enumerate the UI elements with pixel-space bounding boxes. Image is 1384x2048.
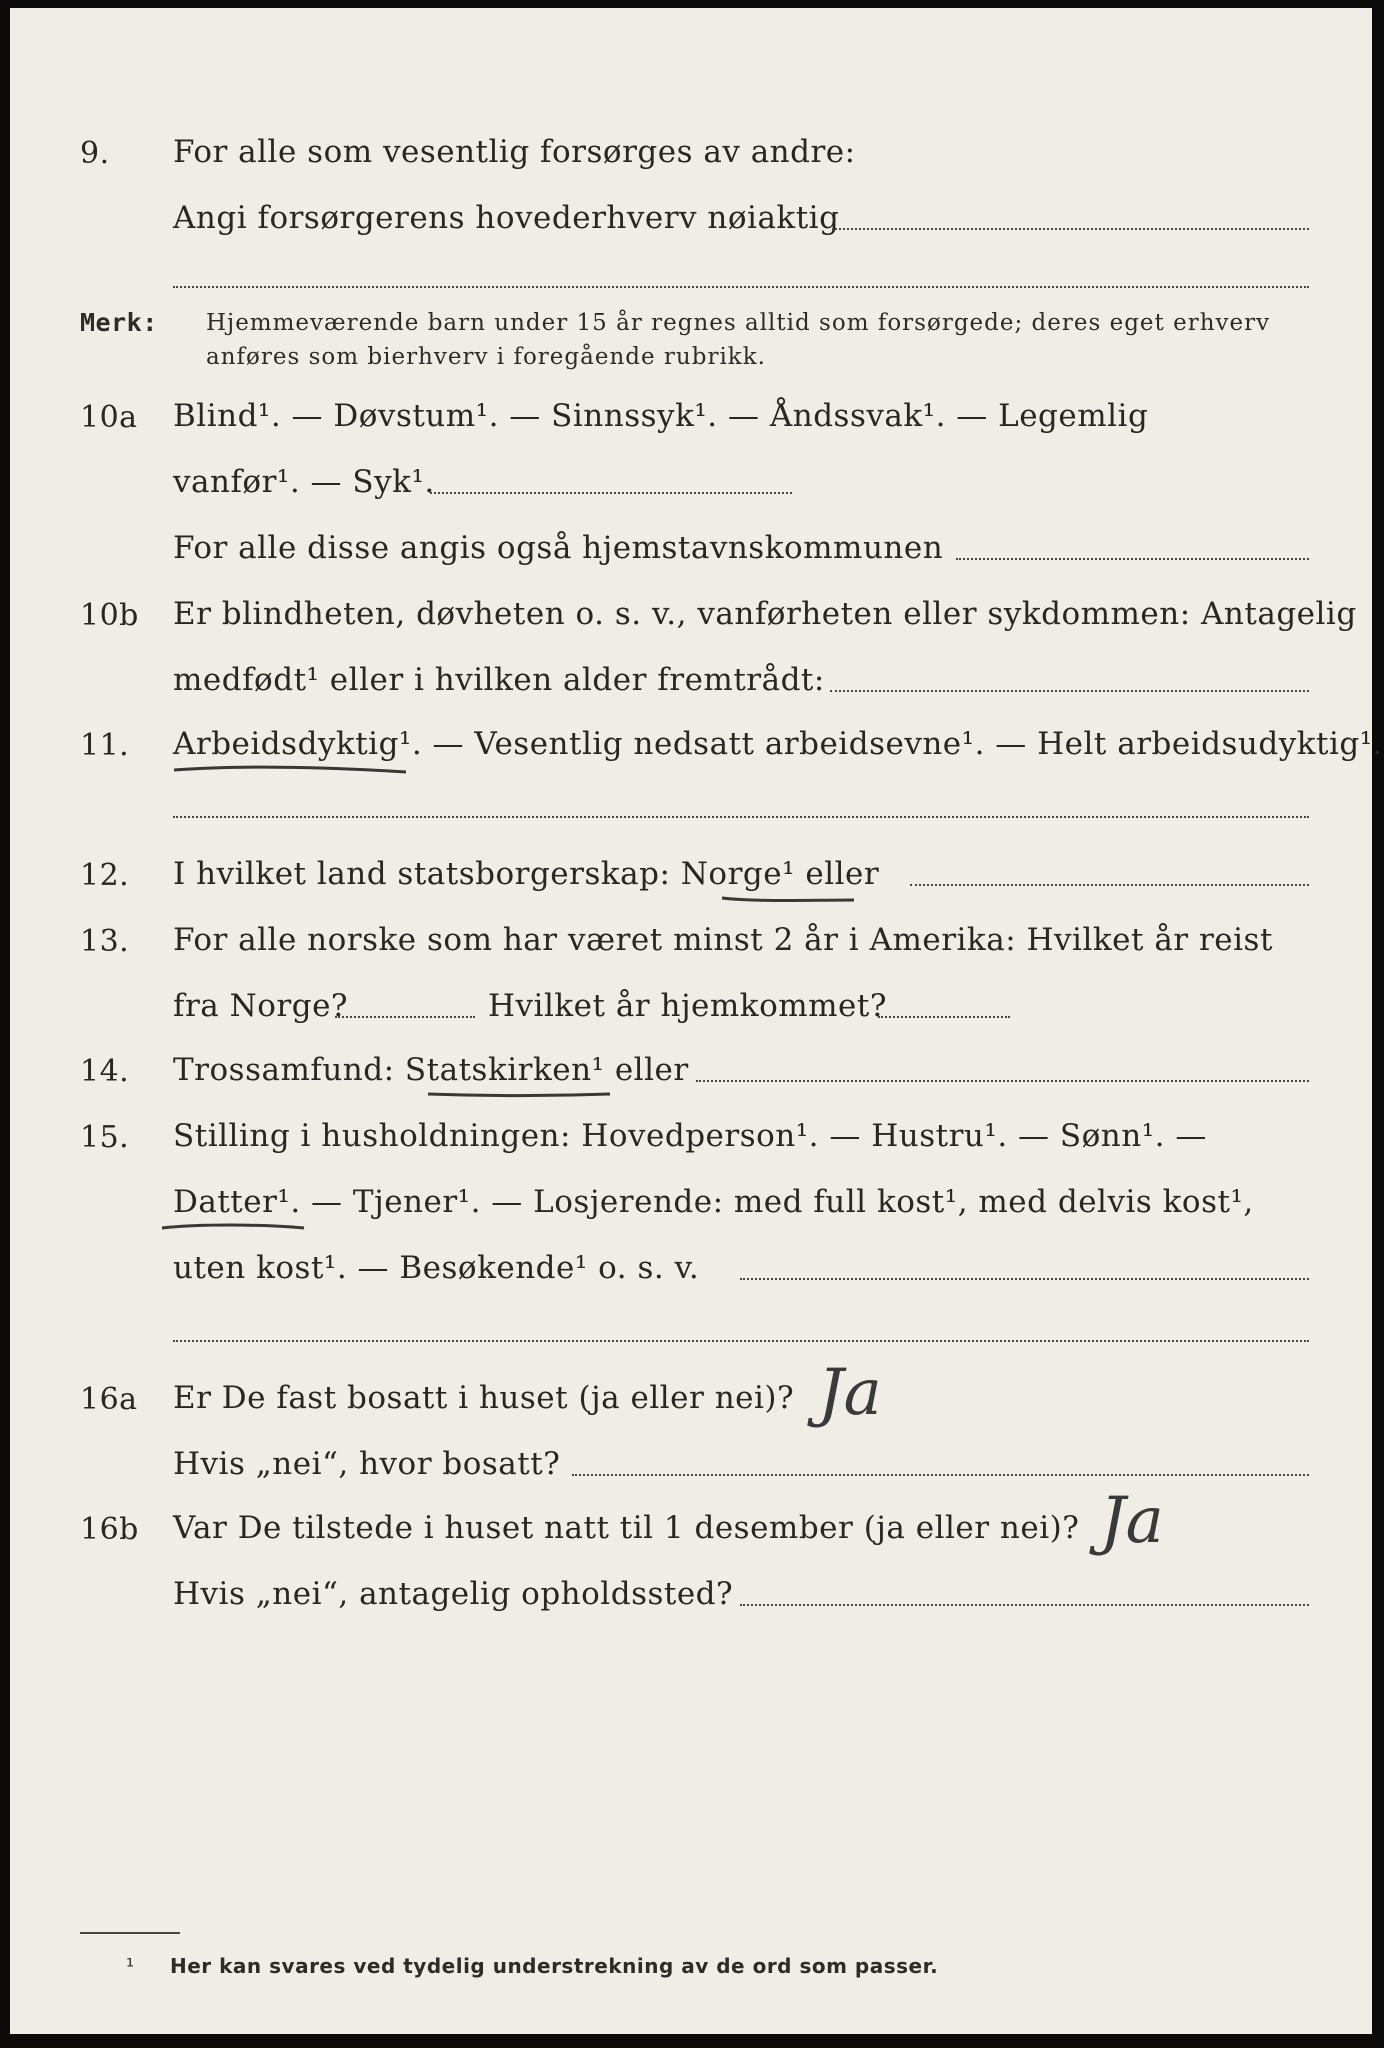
question-text: Angi forsørgerens hovederhverv nøiaktig	[173, 200, 840, 236]
answer-line[interactable]	[696, 1080, 1309, 1082]
question-text: Trossamfund: Statskirken¹ eller	[173, 1052, 689, 1088]
answer-line[interactable]	[910, 884, 1309, 886]
question-number: 13.	[80, 924, 130, 959]
question-text: medfødt¹ eller i hvilken alder fremtrådt:	[173, 662, 825, 698]
handwritten-answer: Ja	[818, 1356, 882, 1430]
answer-line[interactable]	[830, 690, 1309, 692]
question-text: uten kost¹. — Besøkende¹ o. s. v.	[173, 1250, 700, 1286]
answer-line[interactable]	[173, 286, 1309, 288]
question-text: Datter¹. — Tjener¹. — Losjerende: med full kost¹, med delvis kost¹,	[173, 1184, 1254, 1220]
question-text: Hvis „nei“, hvor bosatt?	[173, 1446, 561, 1482]
handwritten-answer: Ja	[1100, 1484, 1164, 1558]
question-number: 12.	[80, 858, 130, 893]
answer-line[interactable]	[430, 492, 792, 494]
answer-line[interactable]	[956, 558, 1309, 560]
question-text: Arbeidsdyktig¹. — Vesentlig nedsatt arbeidsevne¹. — Helt arbeidsudyktig¹.	[173, 726, 1384, 762]
footnote-text: Her kan svares ved tydelig understrekning av de ord som passer.	[170, 1954, 939, 1978]
answer-line[interactable]	[832, 228, 1309, 230]
handwritten-underline	[158, 1218, 308, 1238]
note-text: Hjemmeværende barn under 15 år regnes alltid som forsørgede; deres eget erhverv	[206, 310, 1271, 336]
question-text: Er blindheten, døvheten o. s. v., vanførheten eller sykdommen: Antagelig	[173, 596, 1357, 632]
question-number: 11.	[80, 728, 130, 763]
question-text: For alle som vesentlig forsørges av andre:	[173, 134, 856, 170]
question-number: 9.	[80, 136, 110, 171]
handwritten-underline	[424, 1086, 614, 1106]
answer-line[interactable]	[878, 1016, 1010, 1018]
question-text: Stilling i husholdningen: Hovedperson¹. — Hustru¹. — Sønn¹. —	[173, 1118, 1207, 1154]
note-text: anføres som bierhverv i foregående rubrikk.	[206, 344, 766, 370]
question-text: Hvilket år hjemkommet?	[488, 988, 887, 1024]
question-number: 16b	[80, 1512, 139, 1547]
question-text: For alle disse angis også hjemstavnskommunen	[173, 530, 944, 566]
answer-line[interactable]	[740, 1278, 1309, 1280]
note-label: Merk:	[80, 308, 158, 337]
question-number: 16a	[80, 1382, 138, 1417]
footnote-rule	[80, 1932, 180, 1934]
question-number: 15.	[80, 1120, 130, 1155]
handwritten-underline	[170, 760, 410, 780]
question-number: 10b	[80, 598, 139, 633]
question-text: fra Norge?	[173, 988, 349, 1024]
question-number: 14.	[80, 1054, 130, 1089]
answer-line[interactable]	[173, 816, 1309, 818]
answer-line[interactable]	[173, 1340, 1309, 1342]
question-text: vanfør¹. — Syk¹.	[173, 464, 435, 500]
question-text: Hvis „nei“, antagelig opholdssted?	[173, 1576, 734, 1612]
handwritten-underline	[718, 890, 858, 910]
footnote-mark: ¹	[126, 1954, 135, 1978]
question-text: Var De tilstede i huset natt til 1 desember (ja eller nei)?	[173, 1510, 1080, 1546]
question-text: I hvilket land statsborgerskap: Norge¹ eller	[173, 856, 880, 892]
answer-line[interactable]	[335, 1016, 475, 1018]
question-text: For alle norske som har været minst 2 år i Amerika: Hvilket år reist	[173, 922, 1273, 958]
answer-line[interactable]	[740, 1604, 1309, 1606]
question-text: Er De fast bosatt i huset (ja eller nei)?	[173, 1380, 795, 1416]
question-text: Blind¹. — Døvstum¹. — Sinnssyk¹. — Åndssvak¹. — Legemlig	[173, 398, 1149, 434]
answer-line[interactable]	[572, 1474, 1309, 1476]
question-number: 10a	[80, 400, 138, 435]
census-form-page	[10, 8, 1384, 2034]
